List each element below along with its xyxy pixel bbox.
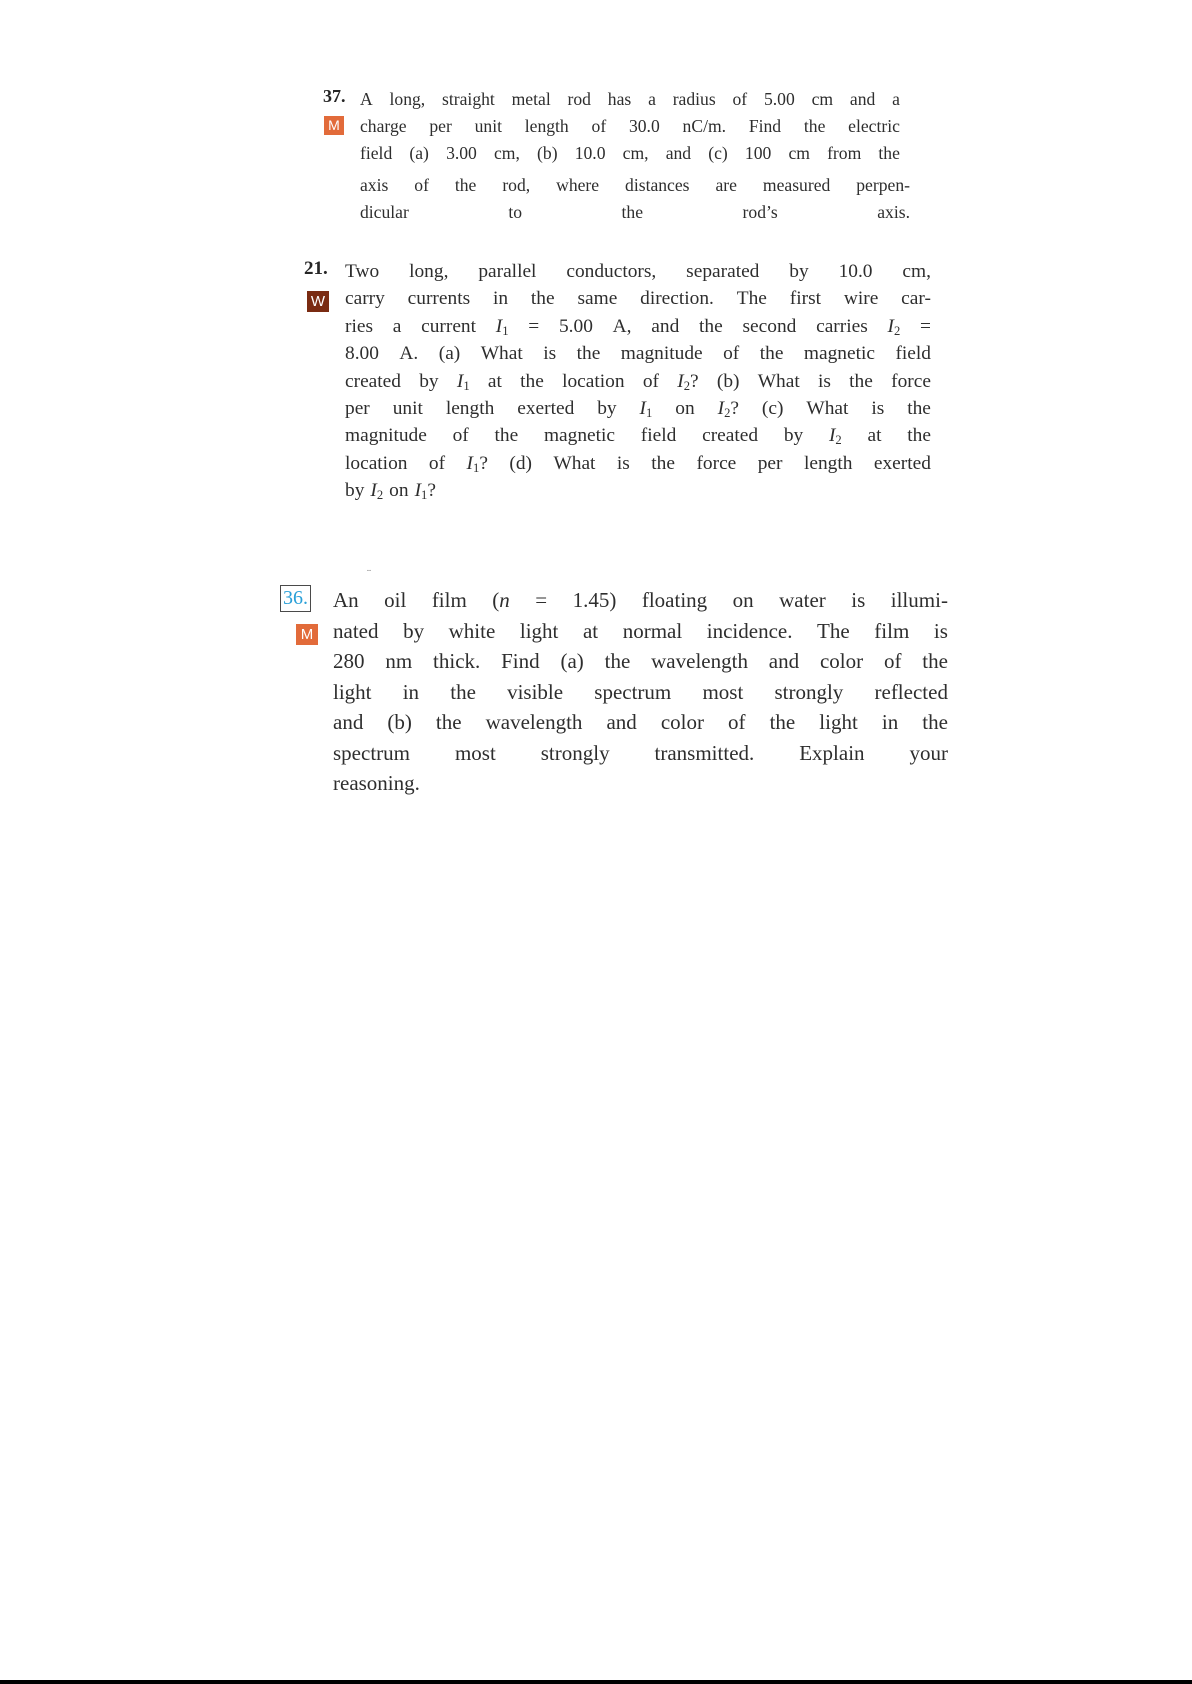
word: field	[640, 425, 677, 447]
word: on	[732, 588, 754, 612]
word: the	[576, 343, 601, 365]
word: (a)	[560, 649, 584, 673]
word: Find	[748, 116, 782, 136]
word: An	[333, 588, 359, 612]
problem-text-continued	[360, 172, 910, 227]
problem-line	[345, 313, 931, 340]
word: =	[528, 315, 540, 337]
word: the	[849, 370, 873, 392]
word: white	[448, 618, 496, 643]
word: measured	[762, 175, 831, 195]
word: force	[891, 370, 931, 392]
word: transmitted.	[654, 740, 755, 765]
word: spectrum	[594, 679, 672, 704]
word: force	[696, 452, 737, 474]
word: location	[345, 452, 408, 474]
word: cm,	[622, 143, 649, 164]
word: current	[421, 315, 477, 337]
word: and	[665, 143, 692, 164]
word: of	[728, 710, 746, 734]
word: field	[360, 143, 393, 164]
word: field	[895, 343, 931, 365]
word: Explain	[799, 740, 865, 765]
word: the	[907, 425, 931, 447]
word: (b)	[387, 710, 412, 734]
problem-line	[345, 258, 931, 285]
word: by	[419, 370, 439, 392]
word: and	[333, 710, 364, 734]
word: the	[604, 649, 631, 673]
word: magnetic	[803, 343, 875, 365]
word: electric	[848, 116, 900, 136]
word: by	[345, 480, 365, 502]
word: Find	[501, 649, 540, 673]
word: thick.	[433, 649, 481, 673]
word: strongly	[540, 740, 610, 765]
word: What	[806, 398, 849, 420]
word: $I_1$?	[466, 452, 488, 475]
word: of	[732, 89, 748, 109]
word: per	[345, 398, 370, 420]
word: 3.00	[446, 143, 477, 164]
word: incidence.	[706, 618, 793, 643]
word: A,	[612, 315, 632, 337]
word: separated	[686, 261, 760, 282]
word: distances	[625, 175, 690, 195]
problem-line	[333, 707, 948, 738]
word: of	[723, 343, 740, 365]
word: created	[702, 425, 759, 447]
word: dicular	[360, 202, 409, 223]
word: normal	[622, 618, 683, 643]
word: (d)	[509, 452, 532, 474]
word: oil	[384, 588, 407, 612]
word: (b)	[716, 370, 740, 392]
word: carry	[345, 288, 385, 310]
word: is	[851, 588, 866, 612]
word: unit	[474, 116, 502, 136]
word: $I_1$?	[414, 480, 436, 503]
word: on	[389, 480, 409, 502]
word: reasoning.	[333, 771, 420, 795]
word: by	[403, 618, 425, 643]
word: cm	[788, 143, 810, 164]
problem-line	[360, 172, 910, 199]
word: (b)	[537, 143, 558, 164]
word: 5.00	[558, 315, 593, 337]
word: the	[699, 315, 723, 337]
word: $I_2$	[370, 480, 384, 503]
word: at	[582, 618, 599, 643]
word: strongly	[774, 679, 844, 704]
word: wavelength	[651, 649, 748, 673]
word: a	[648, 89, 656, 109]
word: length	[445, 398, 495, 420]
word: car-	[901, 288, 931, 310]
word: A.	[399, 343, 419, 365]
word: by	[783, 425, 804, 447]
word: 5.00	[763, 89, 795, 109]
word: are	[715, 175, 737, 195]
word: spectrum	[333, 740, 410, 765]
difficulty-badge-m: M	[296, 624, 318, 645]
word: the	[454, 175, 477, 195]
word: (n	[492, 588, 510, 612]
word: illumi-	[890, 588, 948, 612]
problem-text	[333, 585, 948, 799]
word: $I_2$?	[717, 398, 739, 421]
word: rod’s	[742, 202, 778, 223]
word: of	[452, 425, 469, 447]
word: What	[553, 452, 596, 474]
problem-line	[360, 199, 910, 226]
word: magnetic	[543, 425, 616, 447]
word: water	[779, 588, 826, 612]
word: 280	[333, 649, 365, 673]
problem-line	[360, 86, 900, 113]
word: 10.0	[838, 261, 873, 282]
word: the	[878, 143, 900, 164]
word: $I_1$	[495, 315, 509, 338]
word: on	[675, 398, 695, 420]
problem-line	[345, 450, 931, 477]
word: exerted	[517, 398, 575, 420]
word: What	[480, 343, 523, 365]
problem-line	[345, 340, 931, 367]
word: (a)	[438, 343, 461, 365]
word: length	[524, 116, 569, 136]
word: 1.45)	[572, 588, 617, 612]
word: where	[556, 175, 600, 195]
word: (a)	[409, 143, 429, 164]
word: from	[827, 143, 862, 164]
word: the	[922, 649, 948, 673]
word: the	[907, 398, 931, 420]
word: cm,	[902, 261, 931, 282]
word: nated	[333, 618, 379, 643]
word: A	[360, 89, 373, 109]
word: ries	[345, 315, 373, 337]
word: The	[736, 288, 767, 310]
problem-line	[333, 768, 948, 799]
word: is	[871, 398, 885, 420]
word: reflected	[874, 679, 948, 704]
problem-number: 21.	[304, 258, 328, 279]
stray-dots: ¨	[367, 566, 371, 580]
word: (c)	[761, 398, 784, 420]
word: film	[431, 588, 467, 612]
word: the	[803, 116, 826, 136]
word: unit	[392, 398, 423, 420]
word: first	[789, 288, 822, 310]
problem-line	[360, 113, 900, 140]
problem-line	[333, 677, 948, 708]
problem-line	[333, 616, 948, 647]
word: 100	[744, 143, 772, 164]
word: the	[621, 202, 644, 223]
word: long,	[409, 261, 449, 282]
word: wavelength	[485, 710, 583, 734]
word: per	[429, 116, 452, 136]
word: 8.00	[345, 343, 379, 365]
problem-text	[360, 86, 900, 113]
word: length	[803, 452, 853, 474]
word: created	[345, 370, 401, 392]
word: of	[591, 116, 607, 136]
word: magnitude	[345, 425, 427, 447]
word: light	[519, 618, 559, 643]
word: of	[642, 370, 659, 392]
word: the	[651, 452, 675, 474]
problem-line	[345, 422, 931, 449]
word: nm	[385, 649, 413, 673]
word: per	[757, 452, 783, 474]
difficulty-badge-m: M	[324, 116, 344, 135]
word: (c)	[708, 143, 728, 164]
word: the	[759, 343, 784, 365]
word: is	[543, 343, 557, 365]
word: the	[530, 288, 555, 310]
word: magnitude	[620, 343, 703, 365]
word: is	[933, 618, 948, 643]
word: $I_1$	[639, 398, 653, 421]
word: light	[819, 710, 858, 734]
word: =	[920, 315, 931, 337]
problem-text-continued	[360, 113, 900, 168]
word: straight	[442, 89, 495, 109]
word: light	[333, 679, 372, 704]
word: axis.	[877, 202, 910, 223]
word: the	[435, 710, 462, 734]
problem-line	[360, 140, 900, 167]
word: $I_2$	[828, 425, 842, 448]
problem-line	[345, 368, 931, 395]
word: charge	[360, 116, 407, 136]
word: floating	[641, 588, 708, 612]
word: color	[660, 710, 704, 734]
word: 30.0	[628, 116, 660, 136]
word: 10.0	[574, 143, 606, 164]
word: axis	[360, 175, 389, 195]
word: What	[757, 370, 800, 392]
word: most	[702, 679, 744, 704]
word: rod	[567, 89, 591, 109]
word: the	[494, 425, 519, 447]
word: and	[651, 315, 680, 337]
word: and	[849, 89, 876, 109]
word: $I_2$?	[677, 370, 699, 393]
word: location	[562, 370, 625, 392]
word: radius	[672, 89, 716, 109]
word: currents	[407, 288, 471, 310]
word: the	[450, 679, 476, 704]
word: most	[454, 740, 496, 765]
word: long,	[389, 89, 426, 109]
word: Two	[345, 261, 380, 282]
word: is	[616, 452, 630, 474]
word: by	[789, 261, 809, 282]
word: by	[597, 398, 617, 420]
word: is	[817, 370, 831, 392]
word: carries	[816, 315, 868, 337]
word: parallel	[478, 261, 537, 282]
problem-line	[345, 395, 931, 422]
word: your	[909, 740, 948, 765]
problem-line	[333, 585, 948, 616]
word: $I_1$	[456, 370, 470, 393]
word: wire	[843, 288, 879, 310]
word: film	[874, 618, 910, 643]
word: rod,	[502, 175, 531, 195]
problem-line	[345, 285, 931, 312]
word: conductors,	[566, 261, 657, 282]
word: nC/m.	[682, 116, 727, 136]
problem-line	[333, 646, 948, 677]
word: cm,	[494, 143, 520, 164]
word: perpen-	[856, 175, 910, 195]
problem-line	[333, 738, 948, 769]
word: =	[535, 588, 548, 612]
word: second	[742, 315, 797, 337]
word: of	[414, 175, 429, 195]
word: to	[508, 202, 523, 223]
word: cm	[811, 89, 834, 109]
word: exerted	[873, 452, 931, 474]
word: a	[892, 89, 900, 109]
word: same	[577, 288, 618, 310]
word: has	[607, 89, 632, 109]
difficulty-badge-w: W	[307, 291, 329, 312]
word: direction.	[640, 288, 714, 310]
word: and	[768, 649, 800, 673]
word: at	[487, 370, 502, 392]
word: the	[922, 710, 948, 734]
bottom-border	[0, 1680, 1192, 1684]
problem-line	[345, 477, 931, 504]
word: of	[883, 649, 902, 673]
word: in	[402, 679, 420, 704]
word: in	[492, 288, 509, 310]
word: visible	[507, 679, 564, 704]
word: and	[606, 710, 637, 734]
word: color	[819, 649, 864, 673]
problem-number: 37.	[323, 86, 346, 106]
word: in	[881, 710, 899, 734]
word: the	[520, 370, 544, 392]
word: the	[769, 710, 796, 734]
word: $I_2$	[887, 315, 901, 338]
word: The	[817, 618, 850, 643]
word: a	[392, 315, 402, 337]
problem-number-boxed: 36.	[280, 585, 311, 612]
word: metal	[511, 89, 551, 109]
word: at	[867, 425, 882, 447]
problem-text	[345, 258, 931, 505]
word: of	[428, 452, 446, 474]
